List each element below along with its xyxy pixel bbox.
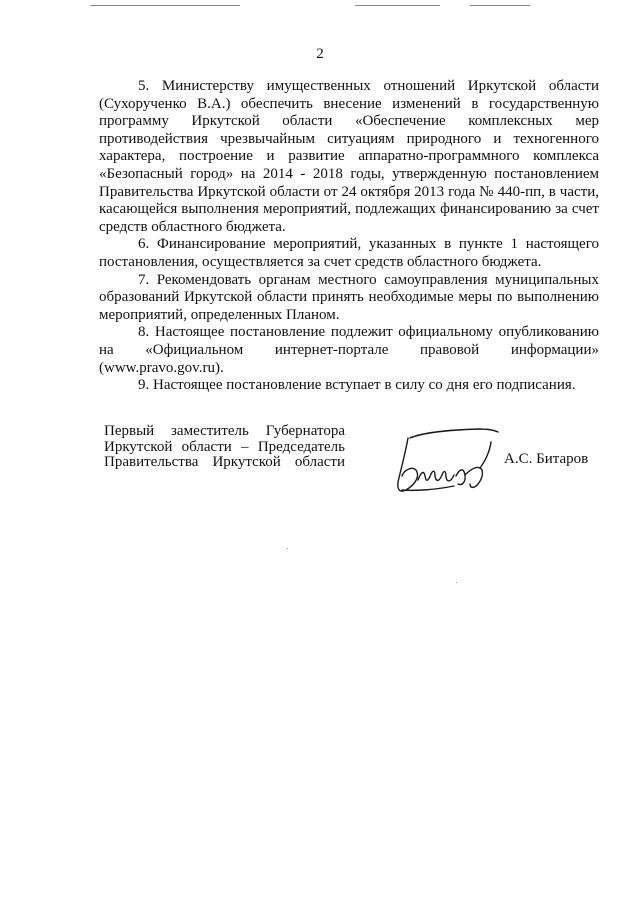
- paragraph-9: 9. Настоящее постановление вступает в силу со дня его подписания.: [138, 377, 576, 394]
- paragraph-5: 5. Министерству имущественных отношений Иркутской области (Сухорученко В.А.) обеспечить внесение изменений в государственную программу Иркутской области «Обеспечение комплексных мер противодействия чрезвычайным ситуациям природного и техногенного характера, построение и развитие аппаратно-программного комплекса «Безопасный город» на 2014 - 2018 годы, утвержденную постановлением Правительства Иркутской области от 24 октября 2013 года № 440-пп, в части, касающейся выполнения мероприятий, подлежащих финансированию за счет средств областного бюджета.: [99, 78, 599, 235]
- scan-speck: [456, 582, 457, 583]
- signatory-title-line: Иркутской области – Председатель: [104, 438, 345, 455]
- scan-artifact-line: [470, 5, 530, 6]
- paragraph-6: 6. Финансирование мероприятий, указанных в пункте 1 настоящего постановления, осуществляется за счет средств областного бюджета.: [99, 236, 599, 270]
- paragraph-7: 7. Рекомендовать органам местного самоуправления муниципальных образований Иркутской области принять необходимые меры по выполнению мероприятий, определенных Планом.: [99, 271, 599, 323]
- document-body: [99, 78, 599, 395]
- page-number: 2: [316, 46, 324, 62]
- handwritten-signature: [390, 420, 505, 498]
- signatory-title-line: Первый заместитель Губернатора: [104, 423, 345, 439]
- scan-artifact-line: [355, 5, 440, 6]
- signatory-name: А.С. Битаров: [504, 451, 589, 467]
- scan-artifact-line: [90, 5, 240, 6]
- signatory-title: [104, 424, 345, 471]
- paragraph-8: 8. Настоящее постановление подлежит официальному опубликованию на «Официальном интернет-портале правовой информации» (www.pravo.gov.ru).: [99, 324, 599, 376]
- signatory-title-line: Правительства Иркутской области: [104, 454, 345, 470]
- scan-speck: [287, 548, 288, 549]
